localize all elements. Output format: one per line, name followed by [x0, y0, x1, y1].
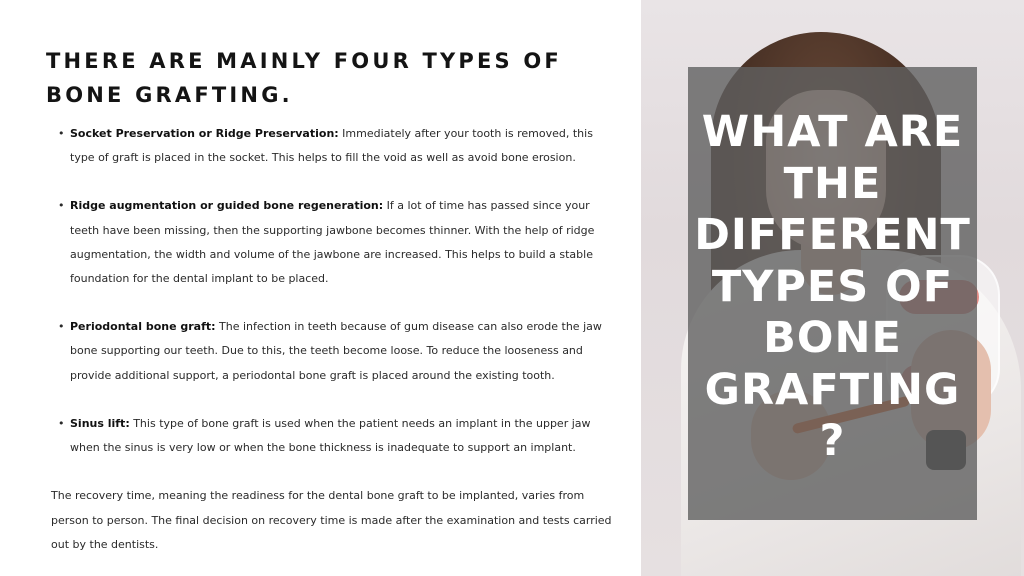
list-item: [58, 194, 618, 291]
bullet-marker: •: [58, 127, 65, 140]
bullet-marker: •: [58, 320, 65, 334]
closing-paragraph: The recovery time, meaning the readiness for the dental bone graft to be implanted, varies from person to person. The final decision on recovery time is made after the examination and tests carried out by the dentists.: [51, 489, 612, 551]
list-item: [58, 122, 618, 170]
section-heading: THERE ARE MAINLY FOUR TYPES OF BONE GRAFTING.: [46, 49, 562, 107]
bullet-marker: •: [58, 199, 65, 213]
list-item: [58, 412, 618, 460]
photo-panel: [641, 0, 1024, 576]
list-item-term: Socket Preservation or Ridge Preservation:: [70, 127, 339, 140]
list-item-text: If a lot of time has passed since your teeth have been missing, then the supporting jawbone becomes thinner. With the help of ridge augmentation, the width and volume of the jawbone are increased. This helps to build a stable foundation for the dental implant to be placed.: [70, 199, 595, 286]
list-item-term: Ridge augmentation or guided bone regeneration:: [70, 199, 384, 213]
list-item: [58, 315, 618, 388]
bullet-marker: •: [58, 416, 65, 430]
list-item-text: The infection in teeth because of gum disease can also erode the jaw bone supporting our teeth. Due to this, the teeth become loose. To reduce the looseness and provide additional support, a periodontal bone graft is placed around the existing tooth.: [70, 320, 602, 382]
list-item-text: This type of bone graft is used when the patient needs an implant in the upper jaw when the sinus is very low or when the bone thickness is inadequate to support an implant.: [70, 416, 591, 455]
bone-graft-types-list: [58, 122, 618, 484]
list-item-term: Sinus lift:: [70, 416, 130, 430]
list-item-term: Periodontal bone graft:: [70, 320, 216, 334]
list-item-text: Immediately after your tooth is removed, this type of graft is placed in the socket. This helps to fill the void as well as avoid bone erosion.: [70, 127, 593, 165]
overlay-title: WHAT ARE THE DIFFERENT TYPES OF BONE GRAFTING ?: [694, 107, 971, 466]
title-overlay-box: [688, 67, 977, 520]
